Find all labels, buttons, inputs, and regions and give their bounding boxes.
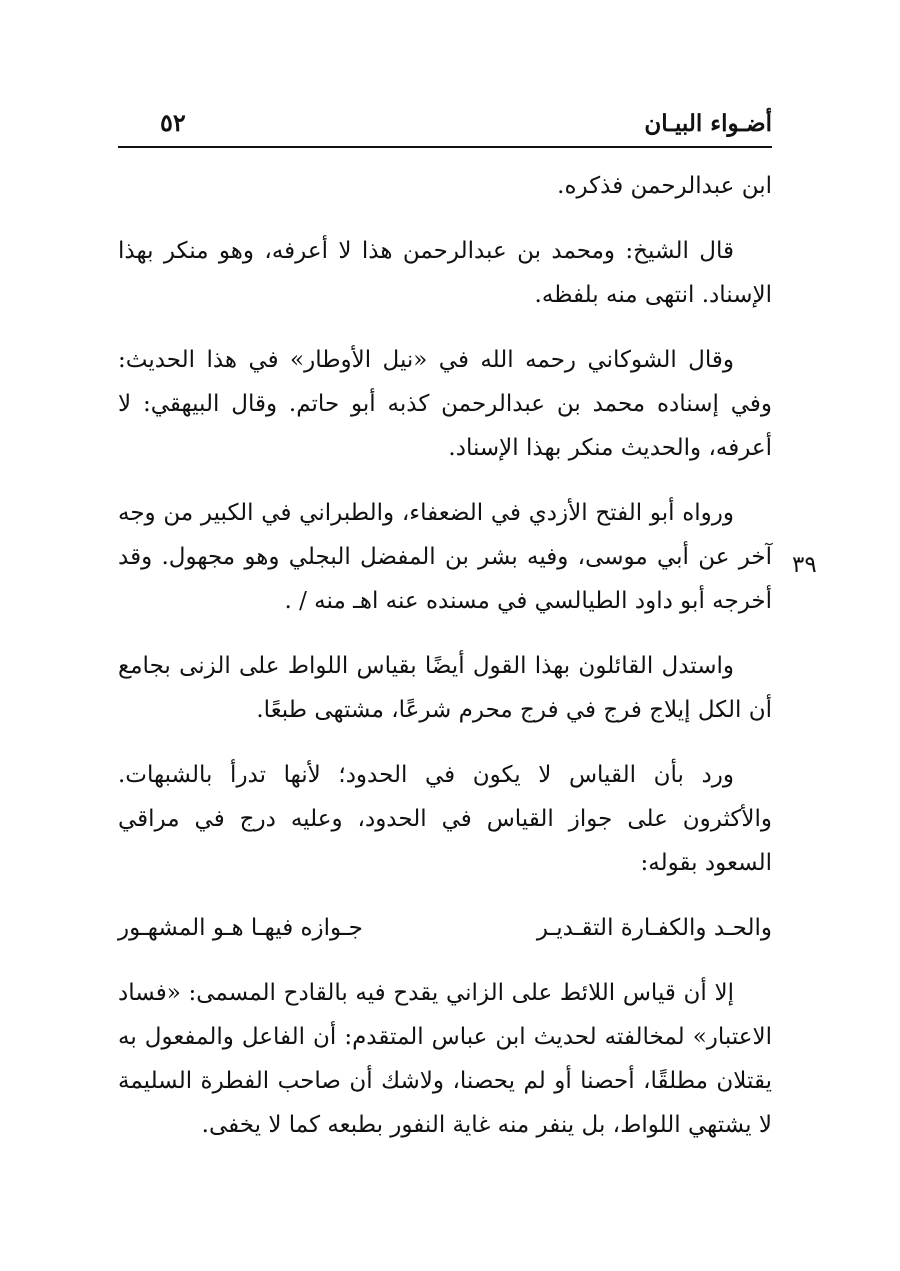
paragraph: قال الشيخ: ومحمد بن عبدالرحمن هذا لا أعرفه، وهو منكر بهذا الإسناد. انتهى منه بلفظه. (118, 238, 772, 308)
paragraph: إلا أن قياس اللائط على الزاني يقدح فيه بالقادح المسمى: «فساد الاعتبار» لمخالفته لحديث ابن عباس المتقدم: أن الفاعل والمفعول به يقتلان مطلقًا، أحصنا أو لم يحصنا، ولاشك أن صاحب الفطرة السليمة لا يشتهي اللواط، بل ينفر منه غاية النفور بطبعه كما لا يخفى. (118, 980, 772, 1138)
paragraph: ورواه أبو الفتح الأزدي في الضعفاء، والطبراني في الكبير من وجه آخر عن أبي موسى، وفيه بشر بن المفضل البجلي وهو مجهول. وقد أخرجه أبو داود الطيالسي في مسنده عنه اهـ منه / . (118, 500, 772, 614)
running-title: أضـواء البيـان (644, 110, 772, 137)
page-header (118, 106, 772, 146)
paragraph: واستدل القائلون بهذا القول أيضًا بقياس اللواط على الزنى بجامع أن الكل إيلاج فرج في فرج محرم شرعًا، مشتهى طبعًا. (118, 653, 772, 723)
paragraph: ابن عبدالرحمن فذكره. (557, 173, 772, 199)
page-number: ٥٢ (160, 108, 186, 137)
paragraph: ورد بأن القياس لا يكون في الحدود؛ لأنها تدرأ بالشبهات. والأكثرون على جواز القياس في الحدود، وعليه درج في مراقي السعود بقوله: (118, 762, 772, 876)
paragraph: وقال الشوكاني رحمه الله في «نيل الأوطار» في هذا الحديث: وفي إسناده محمد بن عبدالرحمن كذبه أبو حاتم. وقال البيهقي: لا أعرفه، والحديث منكر بهذا الإسناد. (118, 347, 772, 461)
header-rule (118, 146, 772, 148)
main-text (118, 164, 772, 1168)
verse-second-half: جـوازه فيهـا هـو المشهـور (118, 915, 363, 941)
margin-reference-number: ٣٩ (792, 552, 817, 578)
verse-first-half: والحـد والكفـارة التقـديـر (536, 915, 772, 941)
poetry-verse (118, 906, 772, 950)
